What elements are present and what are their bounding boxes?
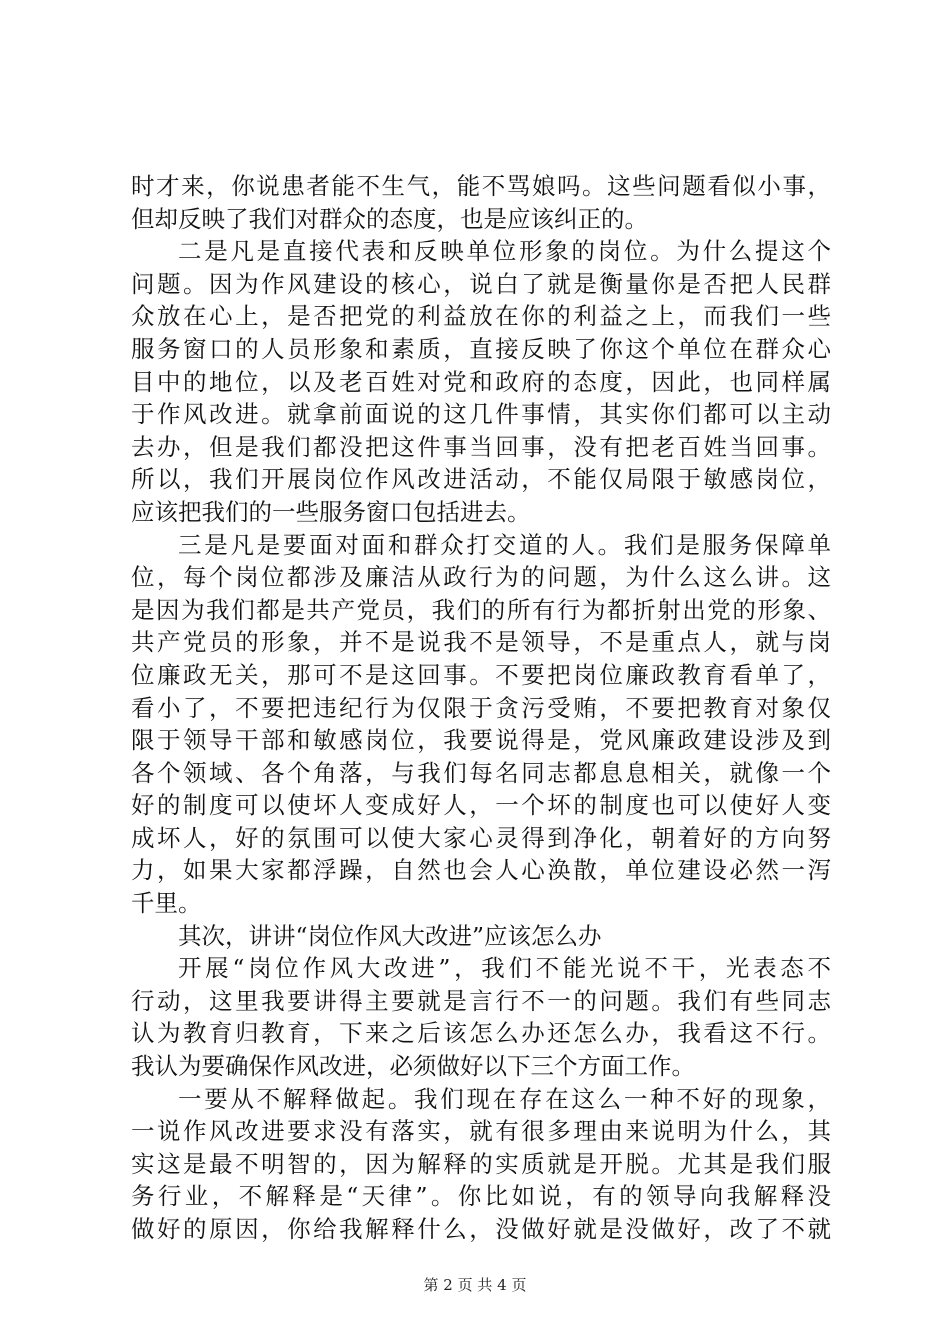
text-line: 三是凡是要面对面和群众打交道的人。我们是服务保障单 bbox=[178, 530, 831, 559]
text-line: 各个领域、各个角落，与我们每名同志都息息相关，就像一个 bbox=[131, 758, 831, 787]
text-line: 于作风改进。就拿前面说的这几件事情，其实你们都可以主动 bbox=[131, 400, 831, 429]
text-line: 众放在心上，是否把党的利益放在你的利益之上，而我们一些 bbox=[131, 302, 831, 331]
text-line: 应该把我们的一些服务窗口包括进去。 bbox=[131, 497, 531, 526]
text-line: 做好的原因，你给我解释什么，没做好就是没做好，改了不就 bbox=[131, 1215, 831, 1243]
text-line: 一说作风改进要求没有落实，就有很多理由来说明为什么，其 bbox=[131, 1117, 831, 1146]
page-footer: 第 2 页 共 4 页 bbox=[423, 1276, 527, 1294]
text-line: 力，如果大家都浮躁，自然也会人心涣散，单位建设必然一泻 bbox=[131, 856, 831, 885]
text-line: 位，每个岗位都涉及廉洁从政行为的问题，为什么这么讲。这 bbox=[131, 563, 831, 592]
text-line: 所以，我们开展岗位作风改进活动，不能仅局限于敏感岗位， bbox=[131, 465, 831, 494]
text-line: 位廉政无关，那可不是这回事。不要把岗位廉政教育看单了， bbox=[131, 660, 831, 689]
text-line: 二是凡是直接代表和反映单位形象的岗位。为什么提这个 bbox=[178, 237, 831, 266]
document-body bbox=[131, 170, 831, 1246]
text-line: 实这是最不明智的，因为解释的实质就是开脱。尤其是我们服 bbox=[131, 1149, 831, 1178]
text-line: 一要从不解释做起。我们现在存在这么一种不好的现象， bbox=[178, 1084, 831, 1113]
text-line: 时才来，你说患者能不生气，能不骂娘吗。这些问题看似小事， bbox=[131, 172, 831, 200]
text-line: 限于领导干部和敏感岗位，我要说得是，党风廉政建设涉及到 bbox=[131, 726, 831, 755]
text-line: 开展“岗位作风大改进”，我们不能光说不干，光表态不 bbox=[178, 954, 831, 983]
text-line: 认为教育归教育，下来之后该怎么办还怎么办，我看这不行。 bbox=[131, 1019, 831, 1048]
text-line: 问题。因为作风建设的核心，说白了就是衡量你是否把人民群 bbox=[131, 269, 831, 298]
text-line: 行动，这里我要讲得主要就是言行不一的问题。我们有些同志 bbox=[131, 986, 831, 1015]
text-line: 成坏人，好的氛围可以使大家心灵得到净化，朝着好的方向努 bbox=[131, 823, 831, 852]
text-line: 但却反映了我们对群众的态度，也是应该纠正的。 bbox=[131, 204, 648, 233]
text-line: 是因为我们都是共产党员，我们的所有行为都折射出党的形象、 bbox=[131, 595, 831, 624]
text-line: 服务窗口的人员形象和素质，直接反映了你这个单位在群众心 bbox=[131, 334, 831, 363]
text-line: 其次，讲讲“岗位作风大改进”应该怎么办 bbox=[178, 921, 602, 950]
text-line: 目中的地位，以及老百姓对党和政府的态度，因此，也同样属 bbox=[131, 367, 831, 396]
text-line: 看小了，不要把违纪行为仅限于贪污受贿，不要把教育对象仅 bbox=[131, 693, 831, 722]
text-line: 我认为要确保作风改进，必须做好以下三个方面工作。 bbox=[131, 1052, 695, 1081]
text-line: 千里。 bbox=[131, 889, 202, 918]
text-line: 共产党员的形象，并不是说我不是领导，不是重点人，就与岗 bbox=[131, 628, 831, 657]
text-line: 务行业，不解释是“天律”。你比如说，有的领导向我解释没 bbox=[131, 1182, 831, 1211]
text-line: 去办，但是我们都没把这件事当回事，没有把老百姓当回事。 bbox=[131, 432, 831, 461]
text-line: 好的制度可以使坏人变成好人，一个坏的制度也可以使好人变 bbox=[131, 791, 831, 820]
